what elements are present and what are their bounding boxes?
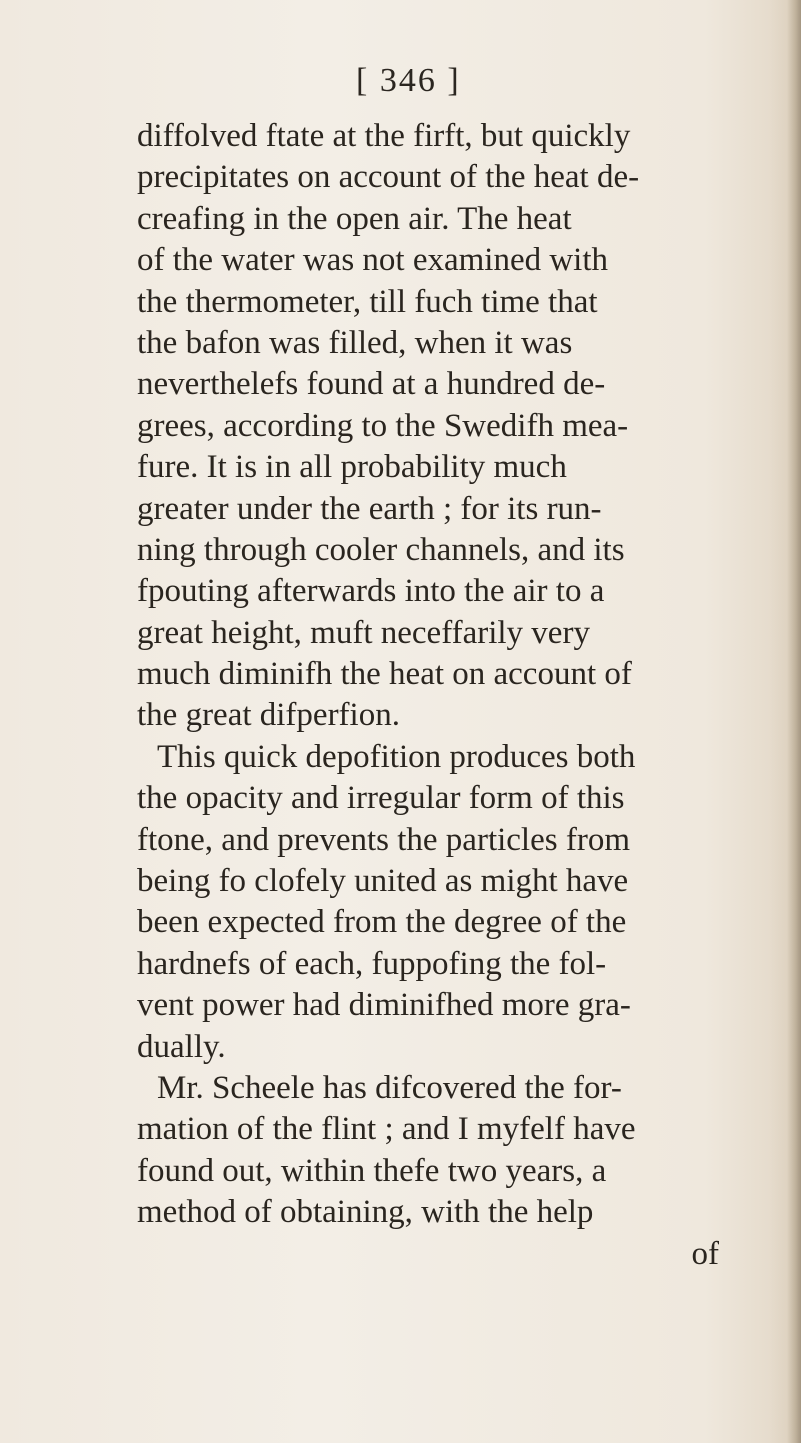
text-line: precipitates on account of the heat de- [137, 159, 640, 196]
text-line: the opacity and irregular form of this [137, 780, 625, 817]
text-line: ning through cooler channels, and its [137, 531, 625, 568]
page-number: [ 346 ] [356, 62, 461, 99]
text-line: neverthelefs found at a hundred de- [137, 366, 606, 403]
text-line: method of obtaining, with the help [137, 1194, 594, 1231]
text-line: of the water was not examined with [137, 242, 609, 279]
text-line: greater under the earth ; for its run- [137, 490, 602, 527]
text-line: diffolved ftate at the firft, but quickly [137, 118, 631, 154]
text-line: grees, according to the Swedifh mea- [137, 407, 629, 444]
body-text [137, 116, 737, 1275]
text-line: the thermometer, till fuch time that [137, 283, 598, 320]
text-line: much diminifh the heat on account of [137, 656, 632, 693]
page-edge-shadow [787, 0, 801, 1443]
text-line: ftone, and prevents the particles from [137, 821, 630, 858]
text-line: great height, muft neceffarily very [137, 614, 590, 651]
text-line: been expected from the degree of the [137, 904, 627, 941]
text-line: found out, within thefe two years, a [137, 1152, 607, 1189]
text-line: fure. It is in all probability much [137, 449, 567, 486]
text-line: the great difperfion. [137, 697, 400, 734]
text-line: being fo clofely united as might have [137, 863, 629, 900]
catchword: of [691, 1235, 719, 1272]
text-line: the bafon was filled, when it was [137, 324, 573, 361]
text-line: dually. [137, 1028, 226, 1065]
paragraph-start-line: Mr. Scheele has difcovered the for- [157, 1069, 622, 1106]
text-line: creafing in the open air. The heat [137, 200, 572, 237]
text-line: hardnefs of each, fuppofing the fol- [137, 945, 607, 982]
text-line: mation of the flint ; and I myfelf have [137, 1111, 636, 1148]
text-line: vent power had diminifhed more gra- [137, 987, 631, 1024]
text-line: fpouting afterwards into the air to a [137, 573, 605, 610]
paragraph-start-line: This quick depofition produces both [157, 738, 636, 775]
